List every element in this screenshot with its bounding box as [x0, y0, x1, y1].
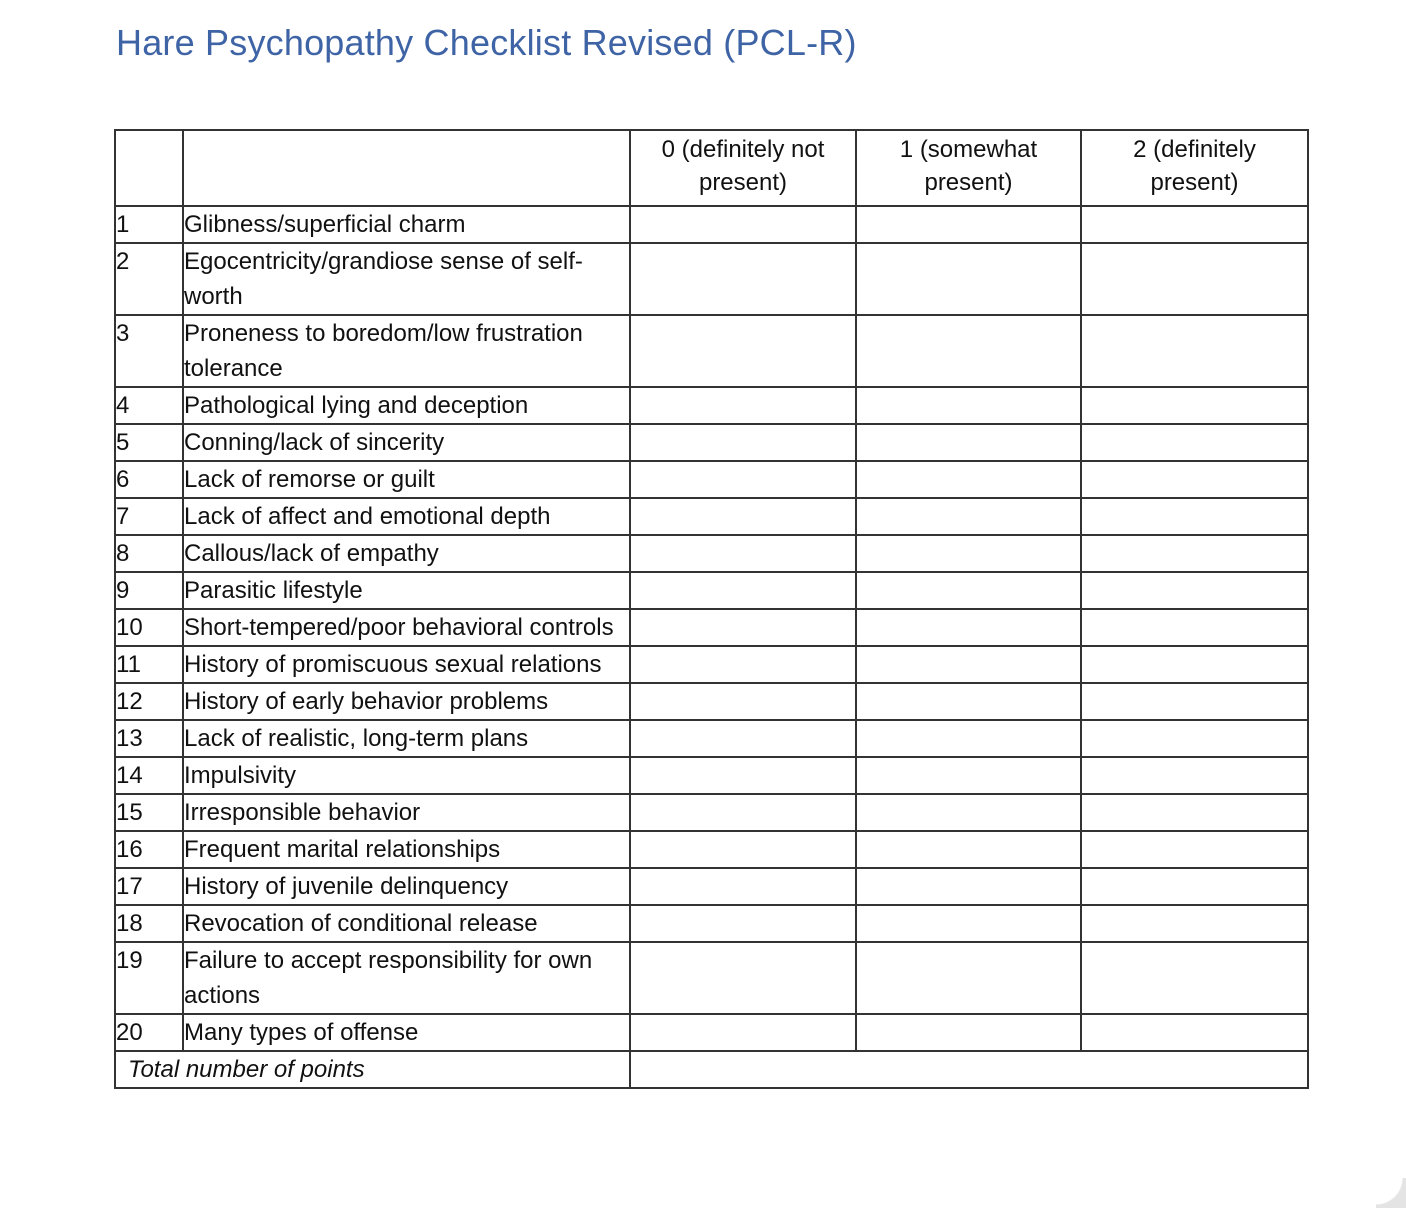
score-0-cell[interactable]	[630, 757, 856, 794]
score-0-cell[interactable]	[630, 831, 856, 868]
table-row	[115, 757, 1308, 794]
item-label: Many types of offense	[183, 1014, 630, 1051]
header-score-1	[856, 130, 1081, 206]
page-corner	[1376, 1178, 1406, 1208]
item-label: Proneness to boredom/low frustration tolerance	[183, 315, 630, 387]
score-1-cell[interactable]	[856, 720, 1081, 757]
score-0-cell[interactable]	[630, 905, 856, 942]
item-number: 1	[115, 206, 183, 243]
item-label: Lack of realistic, long-term plans	[183, 720, 630, 757]
item-label: Egocentricity/grandiose sense of self-worth	[183, 243, 630, 315]
item-label: Frequent marital relationships	[183, 831, 630, 868]
table-row	[115, 831, 1308, 868]
score-0-cell[interactable]	[630, 315, 856, 387]
header-score-1-label: 1 (somewhat present)	[899, 136, 1038, 196]
table-row	[115, 868, 1308, 905]
item-label: Callous/lack of empathy	[183, 535, 630, 572]
item-number: 17	[115, 868, 183, 905]
header-score-0-label: 0 (definitely not present)	[661, 136, 825, 196]
score-0-cell[interactable]	[630, 206, 856, 243]
score-2-cell[interactable]	[1081, 535, 1308, 572]
score-2-cell[interactable]	[1081, 905, 1308, 942]
header-score-2	[1081, 130, 1308, 206]
item-number: 10	[115, 609, 183, 646]
score-0-cell[interactable]	[630, 720, 856, 757]
item-number: 3	[115, 315, 183, 387]
header-score-0	[630, 130, 856, 206]
item-label: Irresponsible behavior	[183, 794, 630, 831]
table-row	[115, 572, 1308, 609]
item-number: 4	[115, 387, 183, 424]
table-row	[115, 424, 1308, 461]
score-1-cell[interactable]	[856, 498, 1081, 535]
score-0-cell[interactable]	[630, 794, 856, 831]
score-2-cell[interactable]	[1081, 387, 1308, 424]
table-row	[115, 243, 1308, 315]
checklist-table	[114, 129, 1309, 1089]
score-1-cell[interactable]	[856, 683, 1081, 720]
score-0-cell[interactable]	[630, 424, 856, 461]
score-1-cell[interactable]	[856, 1014, 1081, 1051]
item-number: 19	[115, 942, 183, 1014]
score-1-cell[interactable]	[856, 609, 1081, 646]
score-0-cell[interactable]	[630, 572, 856, 609]
score-2-cell[interactable]	[1081, 683, 1308, 720]
item-number: 12	[115, 683, 183, 720]
score-2-cell[interactable]	[1081, 794, 1308, 831]
score-0-cell[interactable]	[630, 942, 856, 1014]
score-2-cell[interactable]	[1081, 572, 1308, 609]
score-2-cell[interactable]	[1081, 609, 1308, 646]
table-row	[115, 315, 1308, 387]
score-2-cell[interactable]	[1081, 243, 1308, 315]
score-2-cell[interactable]	[1081, 720, 1308, 757]
table-row	[115, 609, 1308, 646]
item-label: Lack of remorse or guilt	[183, 461, 630, 498]
total-label: Total number of points	[115, 1051, 630, 1088]
item-label: Parasitic lifestyle	[183, 572, 630, 609]
score-2-cell[interactable]	[1081, 868, 1308, 905]
score-0-cell[interactable]	[630, 387, 856, 424]
table-row	[115, 683, 1308, 720]
table-row	[115, 794, 1308, 831]
score-2-cell[interactable]	[1081, 498, 1308, 535]
item-label: Impulsivity	[183, 757, 630, 794]
score-1-cell[interactable]	[856, 424, 1081, 461]
table-row	[115, 535, 1308, 572]
score-0-cell[interactable]	[630, 498, 856, 535]
score-1-cell[interactable]	[856, 572, 1081, 609]
item-number: 18	[115, 905, 183, 942]
score-1-cell[interactable]	[856, 535, 1081, 572]
score-2-cell[interactable]	[1081, 646, 1308, 683]
header-score-2-label: 2 (definitely present)	[1133, 136, 1256, 196]
item-number: 9	[115, 572, 183, 609]
score-2-cell[interactable]	[1081, 757, 1308, 794]
table-row	[115, 387, 1308, 424]
score-1-cell[interactable]	[856, 942, 1081, 1014]
item-label: Conning/lack of sincerity	[183, 424, 630, 461]
score-0-cell[interactable]	[630, 646, 856, 683]
header-item	[183, 130, 630, 206]
table-row	[115, 461, 1308, 498]
item-number: 14	[115, 757, 183, 794]
item-number: 15	[115, 794, 183, 831]
score-0-cell[interactable]	[630, 683, 856, 720]
score-0-cell[interactable]	[630, 1014, 856, 1051]
item-label: Lack of affect and emotional depth	[183, 498, 630, 535]
item-number: 20	[115, 1014, 183, 1051]
item-number: 6	[115, 461, 183, 498]
item-number: 7	[115, 498, 183, 535]
score-2-cell[interactable]	[1081, 461, 1308, 498]
table-row	[115, 720, 1308, 757]
score-1-cell[interactable]	[856, 387, 1081, 424]
score-0-cell[interactable]	[630, 535, 856, 572]
item-label: History of juvenile delinquency	[183, 868, 630, 905]
score-0-cell[interactable]	[630, 609, 856, 646]
score-1-cell[interactable]	[856, 794, 1081, 831]
header-row	[115, 130, 1308, 206]
total-value-cell[interactable]	[630, 1051, 1308, 1088]
score-1-cell[interactable]	[856, 831, 1081, 868]
score-1-cell[interactable]	[856, 461, 1081, 498]
item-number: 11	[115, 646, 183, 683]
score-0-cell[interactable]	[630, 461, 856, 498]
item-label: Glibness/superficial charm	[183, 206, 630, 243]
score-1-cell[interactable]	[856, 905, 1081, 942]
item-label: Revocation of conditional release	[183, 905, 630, 942]
item-label: Failure to accept responsibility for own actions	[183, 942, 630, 1014]
score-2-cell[interactable]	[1081, 942, 1308, 1014]
score-1-cell[interactable]	[856, 646, 1081, 683]
table-row	[115, 646, 1308, 683]
score-2-cell[interactable]	[1081, 206, 1308, 243]
score-1-cell[interactable]	[856, 206, 1081, 243]
score-2-cell[interactable]	[1081, 424, 1308, 461]
item-number: 8	[115, 535, 183, 572]
header-number	[115, 130, 183, 206]
item-number: 5	[115, 424, 183, 461]
score-1-cell[interactable]	[856, 315, 1081, 387]
score-1-cell[interactable]	[856, 868, 1081, 905]
item-label: Short-tempered/poor behavioral controls	[183, 609, 630, 646]
score-2-cell[interactable]	[1081, 1014, 1308, 1051]
page-title: Hare Psychopathy Checklist Revised (PCL-R)	[116, 22, 857, 63]
table-row	[115, 1014, 1308, 1051]
total-row	[115, 1051, 1308, 1088]
item-label: History of promiscuous sexual relations	[183, 646, 630, 683]
score-0-cell[interactable]	[630, 243, 856, 315]
score-1-cell[interactable]	[856, 757, 1081, 794]
table-row	[115, 942, 1308, 1014]
item-label: History of early behavior problems	[183, 683, 630, 720]
item-number: 13	[115, 720, 183, 757]
item-number: 16	[115, 831, 183, 868]
table-row	[115, 206, 1308, 243]
score-2-cell[interactable]	[1081, 831, 1308, 868]
item-label: Pathological lying and deception	[183, 387, 630, 424]
table-row	[115, 905, 1308, 942]
score-2-cell[interactable]	[1081, 315, 1308, 387]
score-0-cell[interactable]	[630, 868, 856, 905]
item-number: 2	[115, 243, 183, 315]
table-row	[115, 498, 1308, 535]
score-1-cell[interactable]	[856, 243, 1081, 315]
